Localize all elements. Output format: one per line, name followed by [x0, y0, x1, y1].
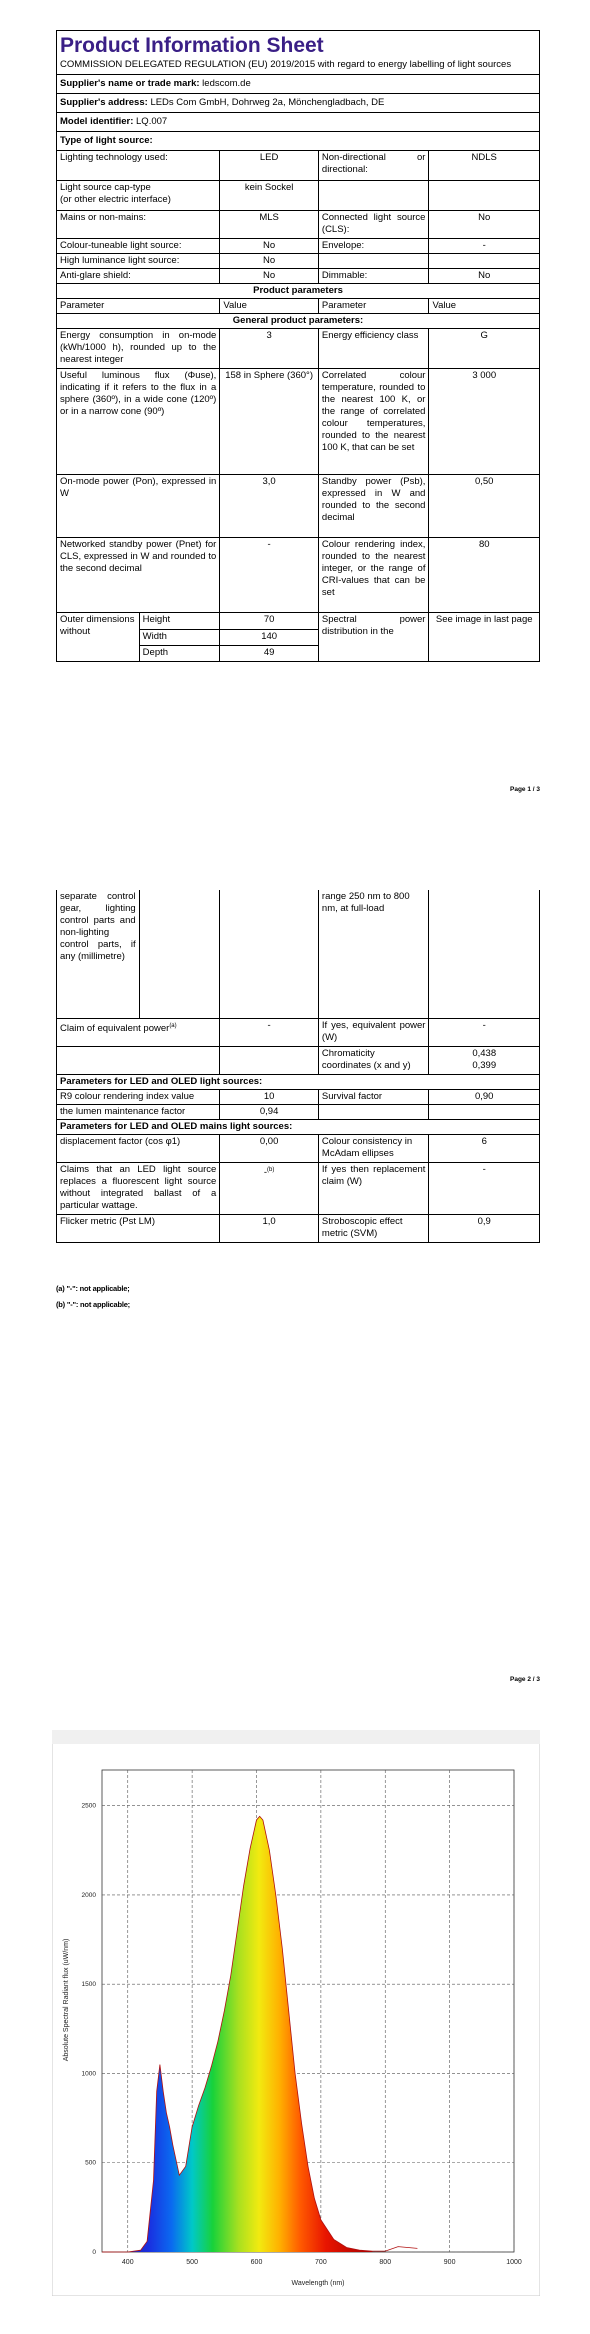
param-label: Stroboscopic effect metric (SVM) [318, 1215, 429, 1242]
led-row [57, 1089, 539, 1104]
param-value: No [219, 269, 318, 283]
type-row [57, 238, 539, 253]
param-label: Anti-glare shield: [60, 270, 131, 281]
param-value: G [428, 329, 539, 368]
dimensions-row [57, 612, 539, 661]
column-header: Parameter [60, 300, 105, 311]
param-value: NDLS [428, 151, 539, 180]
param-label: Energy efficiency class [318, 329, 429, 368]
info-sheet-page-2 [56, 890, 540, 1243]
x-tick-label: 500 [186, 2259, 198, 2266]
x-tick-label: 800 [379, 2259, 392, 2266]
mains-heading-row [57, 1119, 539, 1134]
page-number: Page 2 / 3 [510, 1676, 540, 1683]
blank-cell [139, 890, 220, 1018]
param-value: No [428, 269, 539, 283]
equivalent-power-row [57, 1018, 539, 1046]
dimension-labels [139, 613, 220, 661]
general-heading-row [57, 313, 539, 328]
param-label: Mains or non-mains: [60, 212, 147, 223]
param-label: Correlated colour temperature, rounded to the nearest 100 K, or the range of correlated colour temperatures, rounded to the nearest 100 K, that can be set [318, 369, 429, 474]
page-number: Page 1 / 3 [510, 786, 540, 793]
dimension-depth-label: Depth [140, 645, 220, 661]
param-value: - [219, 1019, 318, 1046]
led-heading-row [57, 1074, 539, 1089]
spectral-distribution-chart [52, 1730, 540, 2296]
param-value: 0,50 [428, 475, 539, 537]
param-value: 1,0 [219, 1215, 318, 1242]
param-value: No [219, 254, 318, 268]
param-value: 3,0 [219, 475, 318, 537]
param-value: No [219, 239, 318, 253]
type-row [57, 180, 539, 210]
supplier-address-value: LEDs Com GmbH, Dohrweg 2a, Mönchengladbach, DE [150, 97, 385, 108]
page-title: Product Information Sheet [60, 34, 324, 57]
param-value [219, 1047, 318, 1074]
y-tick-label: 2500 [81, 1802, 96, 1810]
param-value: 0,00 [219, 1135, 318, 1162]
product-params-heading-row [57, 283, 539, 298]
param-label: On-mode power (Pon), expressed in W [60, 476, 217, 499]
dimension-depth-value: 49 [220, 645, 318, 661]
param-label: the lumen maintenance factor [60, 1106, 186, 1117]
y-tick-label: 2000 [81, 1891, 96, 1899]
x-tick-label: 1000 [506, 2259, 522, 2266]
y-tick-label: 1500 [81, 1981, 96, 1989]
general-row [57, 328, 539, 368]
param-label: Lighting technology used: [60, 152, 168, 163]
param-value: 0,438 0,399 [428, 1047, 539, 1074]
param-label: Chromaticity coordinates (x and y) [318, 1047, 429, 1074]
param-label: Connected light source (CLS): [318, 211, 429, 238]
mains-row [57, 1214, 539, 1242]
mains-row [57, 1134, 539, 1162]
type-heading-row [57, 131, 539, 150]
column-header: Parameter [318, 299, 429, 313]
y-axis-label: Absolute Spectral Radiant flux (uW/nm) [63, 1938, 70, 2062]
type-row [57, 150, 539, 180]
param-value: - [428, 1163, 539, 1214]
param-label: Networked standby power (Pnet) for CLS, expressed in W and rounded to the second decimal [60, 539, 217, 574]
param-label: Survival factor [318, 1090, 429, 1104]
y-tick-label: 1000 [81, 2070, 96, 2078]
param-label: Claim of equivalent power [60, 1023, 170, 1035]
regulation-subtitle: COMMISSION DELEGATED REGULATION (EU) 2019/2015 with regard to energy labelling of light sources [60, 59, 512, 70]
param-label [318, 1105, 429, 1119]
param-value: LED [219, 151, 318, 180]
param-value [428, 254, 539, 268]
column-header-row [57, 298, 539, 313]
param-value: - [263, 1167, 268, 1179]
param-value: 80 [428, 538, 539, 612]
param-value [428, 1105, 539, 1119]
mains-heading: Parameters for LED and OLED mains light sources: [60, 1121, 293, 1132]
x-axis-label: Wavelength (nm) [291, 2280, 345, 2287]
dimension-height-label: Height [142, 614, 171, 625]
param-value: 10 [219, 1090, 318, 1104]
general-heading: General product parameters: [232, 315, 364, 326]
param-label: High luminance light source: [60, 255, 180, 266]
info-sheet-page-1 [56, 30, 540, 662]
footnote-ref: (a) [169, 1023, 177, 1029]
supplier-name-label: Supplier's name or trade mark: [60, 78, 200, 89]
param-value: 6 [428, 1135, 539, 1162]
param-value: - [428, 239, 539, 253]
general-row [57, 368, 539, 474]
param-label: Colour consistency in McAdam ellipses [318, 1135, 429, 1162]
type-heading: Type of light source: [60, 135, 153, 146]
supplier-address-label: Supplier's address: [60, 97, 148, 108]
param-label: Envelope: [318, 239, 429, 253]
param-label [318, 254, 429, 268]
param-label: If yes, equivalent power (W) [318, 1019, 429, 1046]
y-tick-label: 500 [85, 2159, 96, 2167]
param-label: Flicker metric (Pst LM) [60, 1216, 155, 1227]
param-label: Light source cap-type (or other electric interface) [60, 182, 171, 205]
general-row [57, 537, 539, 612]
outer-dimensions-label: Outer dimensions without [60, 614, 135, 637]
param-value: 3 [219, 329, 318, 368]
column-header: Value [219, 299, 318, 313]
model-row [57, 112, 539, 131]
param-label: Claims that an LED light source replaces a fluorescent light source without integrated ballast of a particular wattage. [60, 1164, 217, 1211]
x-tick-label: 700 [315, 2259, 327, 2266]
type-row [57, 268, 539, 283]
outer-dimensions-cont: separate control gear, lighting control parts and non-lighting control parts, if any (millimetre) [60, 891, 136, 962]
param-value: - [219, 538, 318, 612]
x-tick-label: 900 [443, 2259, 456, 2266]
model-value: LQ.007 [136, 116, 168, 127]
param-label: R9 colour rendering index value [60, 1091, 195, 1102]
param-label: Dimmable: [318, 269, 429, 283]
param-value: No [428, 211, 539, 238]
param-label: If yes then replacement claim (W) [318, 1163, 429, 1214]
param-value: kein Sockel [219, 181, 318, 210]
param-label: Standby power (Psb), expressed in W and rounded to the second decimal [318, 475, 429, 537]
blank-cell [219, 890, 318, 1018]
param-label [318, 181, 429, 210]
led-heading: Parameters for LED and OLED light sources: [60, 1076, 263, 1087]
x-tick-label: 600 [250, 2259, 263, 2266]
param-value: MLS [219, 211, 318, 238]
model-label: Model identifier: [60, 116, 134, 127]
param-label [57, 1047, 219, 1074]
param-label: Colour rendering index, rounded to the nearest integer, or the range of CRI-values that can be set [318, 538, 429, 612]
param-label: displacement factor (cos φ1) [60, 1136, 181, 1147]
dimension-values [219, 613, 318, 661]
spectral-label: Spectral power distribution in the [318, 613, 429, 661]
product-params-heading: Product parameters [253, 285, 343, 296]
type-row [57, 210, 539, 238]
dimensions-cont-row [57, 890, 539, 1018]
supplier-address-row [57, 93, 539, 112]
param-value: - [428, 1019, 539, 1046]
mains-row [57, 1162, 539, 1214]
footnote-ref: (b) [267, 1167, 275, 1173]
x-tick-label: 400 [121, 2259, 134, 2266]
supplier-name-value: ledscom.de [202, 78, 251, 89]
chart-toolbar-strip [52, 1730, 540, 1744]
spectral-value: See image in last page [428, 613, 539, 661]
param-value: 0,90 [428, 1090, 539, 1104]
footnote-a: (a) "-": not applicable; [56, 1284, 130, 1293]
param-value: 0,9 [428, 1215, 539, 1242]
spectral-cont: range 250 nm to 800 nm, at full-load [318, 890, 429, 1018]
header-block [57, 31, 539, 74]
general-row [57, 474, 539, 537]
column-header: Value [428, 299, 539, 313]
chromaticity-row [57, 1046, 539, 1074]
param-label: Energy consumption in on-mode (kWh/1000 h), rounded up to the nearest integer [60, 330, 217, 365]
y-tick-label: 0 [92, 2249, 96, 2256]
footnote-b: (b) "-": not applicable; [56, 1300, 130, 1309]
param-label: Non-directional or directional: [318, 151, 429, 180]
param-value [428, 181, 539, 210]
param-label: Useful luminous flux (Φuse), indicating if it refers to the flux in a sphere (360º), in a wide cone (120º) or in a narrow cone (90º) [60, 370, 217, 417]
param-value: 3 000 [428, 369, 539, 474]
dimension-width-label: Width [140, 629, 220, 645]
type-row [57, 253, 539, 268]
dimension-width-value: 140 [220, 629, 318, 645]
led-row [57, 1104, 539, 1119]
param-label: Colour-tuneable light source: [60, 240, 182, 251]
dimension-height-value: 70 [263, 614, 275, 625]
param-value: 158 in Sphere (360°) [219, 369, 318, 474]
param-value: 0,94 [219, 1105, 318, 1119]
blank-cell [428, 890, 539, 1018]
supplier-name-row [57, 74, 539, 93]
